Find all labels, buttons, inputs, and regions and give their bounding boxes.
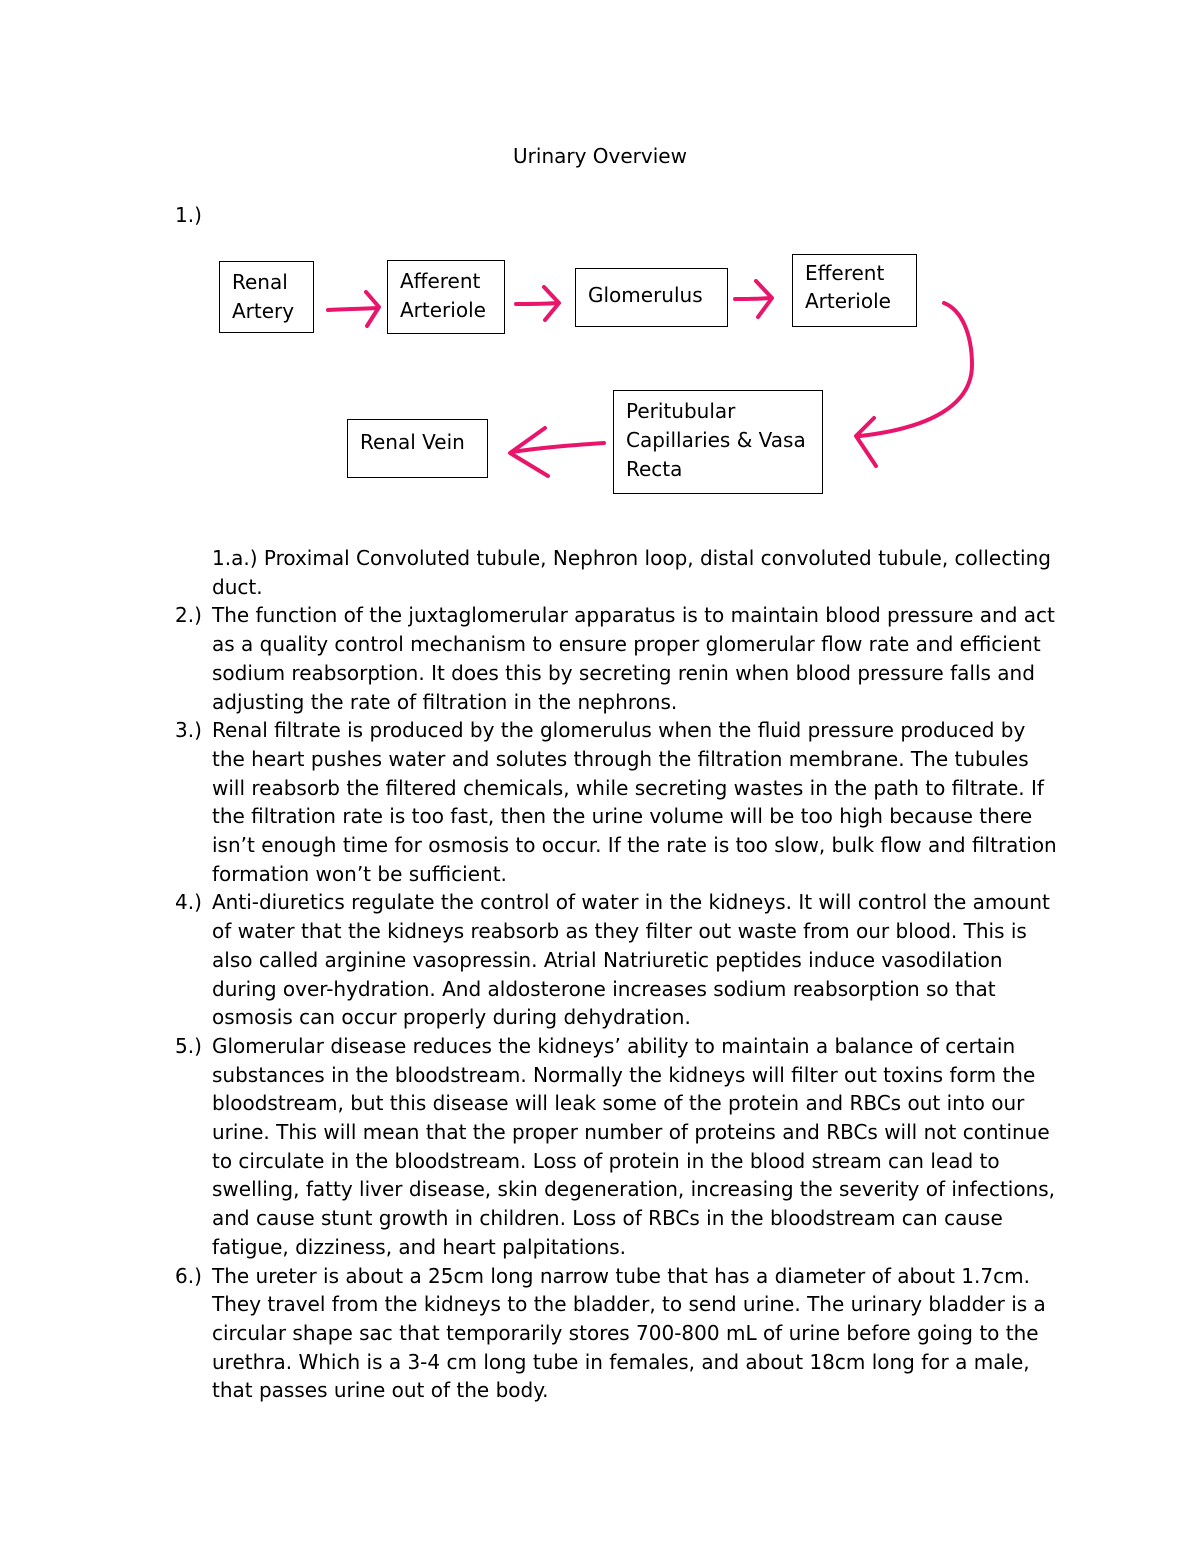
box-efferent-arteriole <box>792 254 917 327</box>
box-afferent-arteriole-label: Afferent Arteriole <box>400 269 486 322</box>
box-peritubular <box>613 390 823 494</box>
answer-1a-text: 1.a.) Proximal Convoluted tubule, Nephron loop, distal convoluted tubule, collecting duct. <box>212 546 1051 599</box>
answer-5 <box>0 1032 1200 1262</box>
answer-2 <box>0 601 1200 716</box>
arrow-peritubular-to-vein <box>512 443 604 452</box>
box-peritubular-label: Peritubular Capillaries & Vasa Recta <box>626 399 806 481</box>
answer-2-text: The function of the juxtaglomerular apparatus is to maintain blood pressure and act as a quality control mechanism to ensure proper glomerular flow rate and efficient sodium reabsorption. It does this by secreting renin when blood pressure falls and adjusting the rate of filtration in the nephrons. <box>212 603 1055 714</box>
arrow-peritubular-to-vein-head <box>510 428 548 476</box>
box-efferent-arteriole-label: Efferent Arteriole <box>805 261 891 313</box>
answer-3-number: 3.) <box>175 718 202 743</box>
answer-6-text: The ureter is about a 25cm long narrow tube that has a diameter of about 1.7cm. They travel from the kidneys to the bladder, to send urine. The urinary bladder is a circular shape sac that temporarily stores 700-800 mL of urine before going to the urethra. Which is a 3-4 cm long tube in females, and about 18cm long for a male, that passes urine out of the body. <box>212 1263 1046 1403</box>
arrow-glomerulus-to-efferent <box>735 298 770 299</box>
box-glomerulus-label: Glomerulus <box>588 283 703 307</box>
box-renal-artery-label: Renal Artery <box>232 270 295 323</box>
answer-1a <box>0 544 1200 601</box>
box-renal-vein <box>347 419 488 478</box>
answer-3 <box>0 716 1200 888</box>
box-renal-artery <box>219 261 314 333</box>
answer-2-number: 2.) <box>175 603 202 628</box>
answer-5-number: 5.) <box>175 1033 202 1058</box>
arrow-efferent-to-peritubular-head <box>856 418 876 466</box>
answer-5-text: Glomerular disease reduces the kidneys’ ability to maintain a balance of certain substances in the bloodstream. Normally the kidneys will filter out toxins form the bloodstream, but this disease will leak some of the protein and RBCs out into our urine. This will mean that the proper number of proteins and RBCs will not continue to circulate in the bloodstream. Loss of protein in the blood stream can lead to swelling, fatty liver disease, skin degeneration, increasing the severity of infections, and cause stunt growth in children. Loss of RBCs in the bloodstream can cause fatigue, dizziness, and heart palpitations. <box>212 1033 1056 1259</box>
arrow-artery-to-afferent <box>328 308 377 310</box>
answer-6-number: 6.) <box>175 1263 202 1288</box>
arrow-afferent-to-glomerulus <box>516 303 557 304</box>
arrow-glomerulus-to-efferent-head <box>756 281 772 317</box>
question-1-label: 1.) <box>175 203 202 227</box>
answer-3-text: Renal filtrate is produced by the glomerulus when the fluid pressure produced by the heart pushes water and solutes through the filtration membrane. The tubules will reabsorb the filtered chemicals, while secreting wastes in the path to filtrate. If the filtration rate is too fast, then the urine volume will be too high because there isn’t enough time for osmosis to occur. If the rate is too slow, bulk flow and filtration formation won’t be sufficient. <box>212 718 1057 886</box>
answers-list <box>0 544 1200 1405</box>
answer-4-number: 4.) <box>175 890 202 915</box>
box-afferent-arteriole <box>387 260 505 334</box>
flow-arrows <box>0 0 1200 520</box>
answer-6 <box>0 1262 1200 1406</box>
page-title: Urinary Overview <box>513 144 687 168</box>
arrow-artery-to-afferent-head <box>366 292 379 326</box>
box-glomerulus <box>575 268 728 327</box>
answer-4-text: Anti-diuretics regulate the control of water in the kidneys. It will control the amount of water that the kidneys reabsorb as they filter out waste from our blood. This is also called arginine vasopressin. Atrial Natriuretic peptides induce vasodilation during over-hydration. And aldosterone increases sodium reabsorption so that osmosis can occur properly during dehydration. <box>212 890 1050 1030</box>
box-renal-vein-label: Renal Vein <box>360 430 465 454</box>
answer-4 <box>0 888 1200 1032</box>
arrow-afferent-to-glomerulus-head <box>544 287 559 320</box>
